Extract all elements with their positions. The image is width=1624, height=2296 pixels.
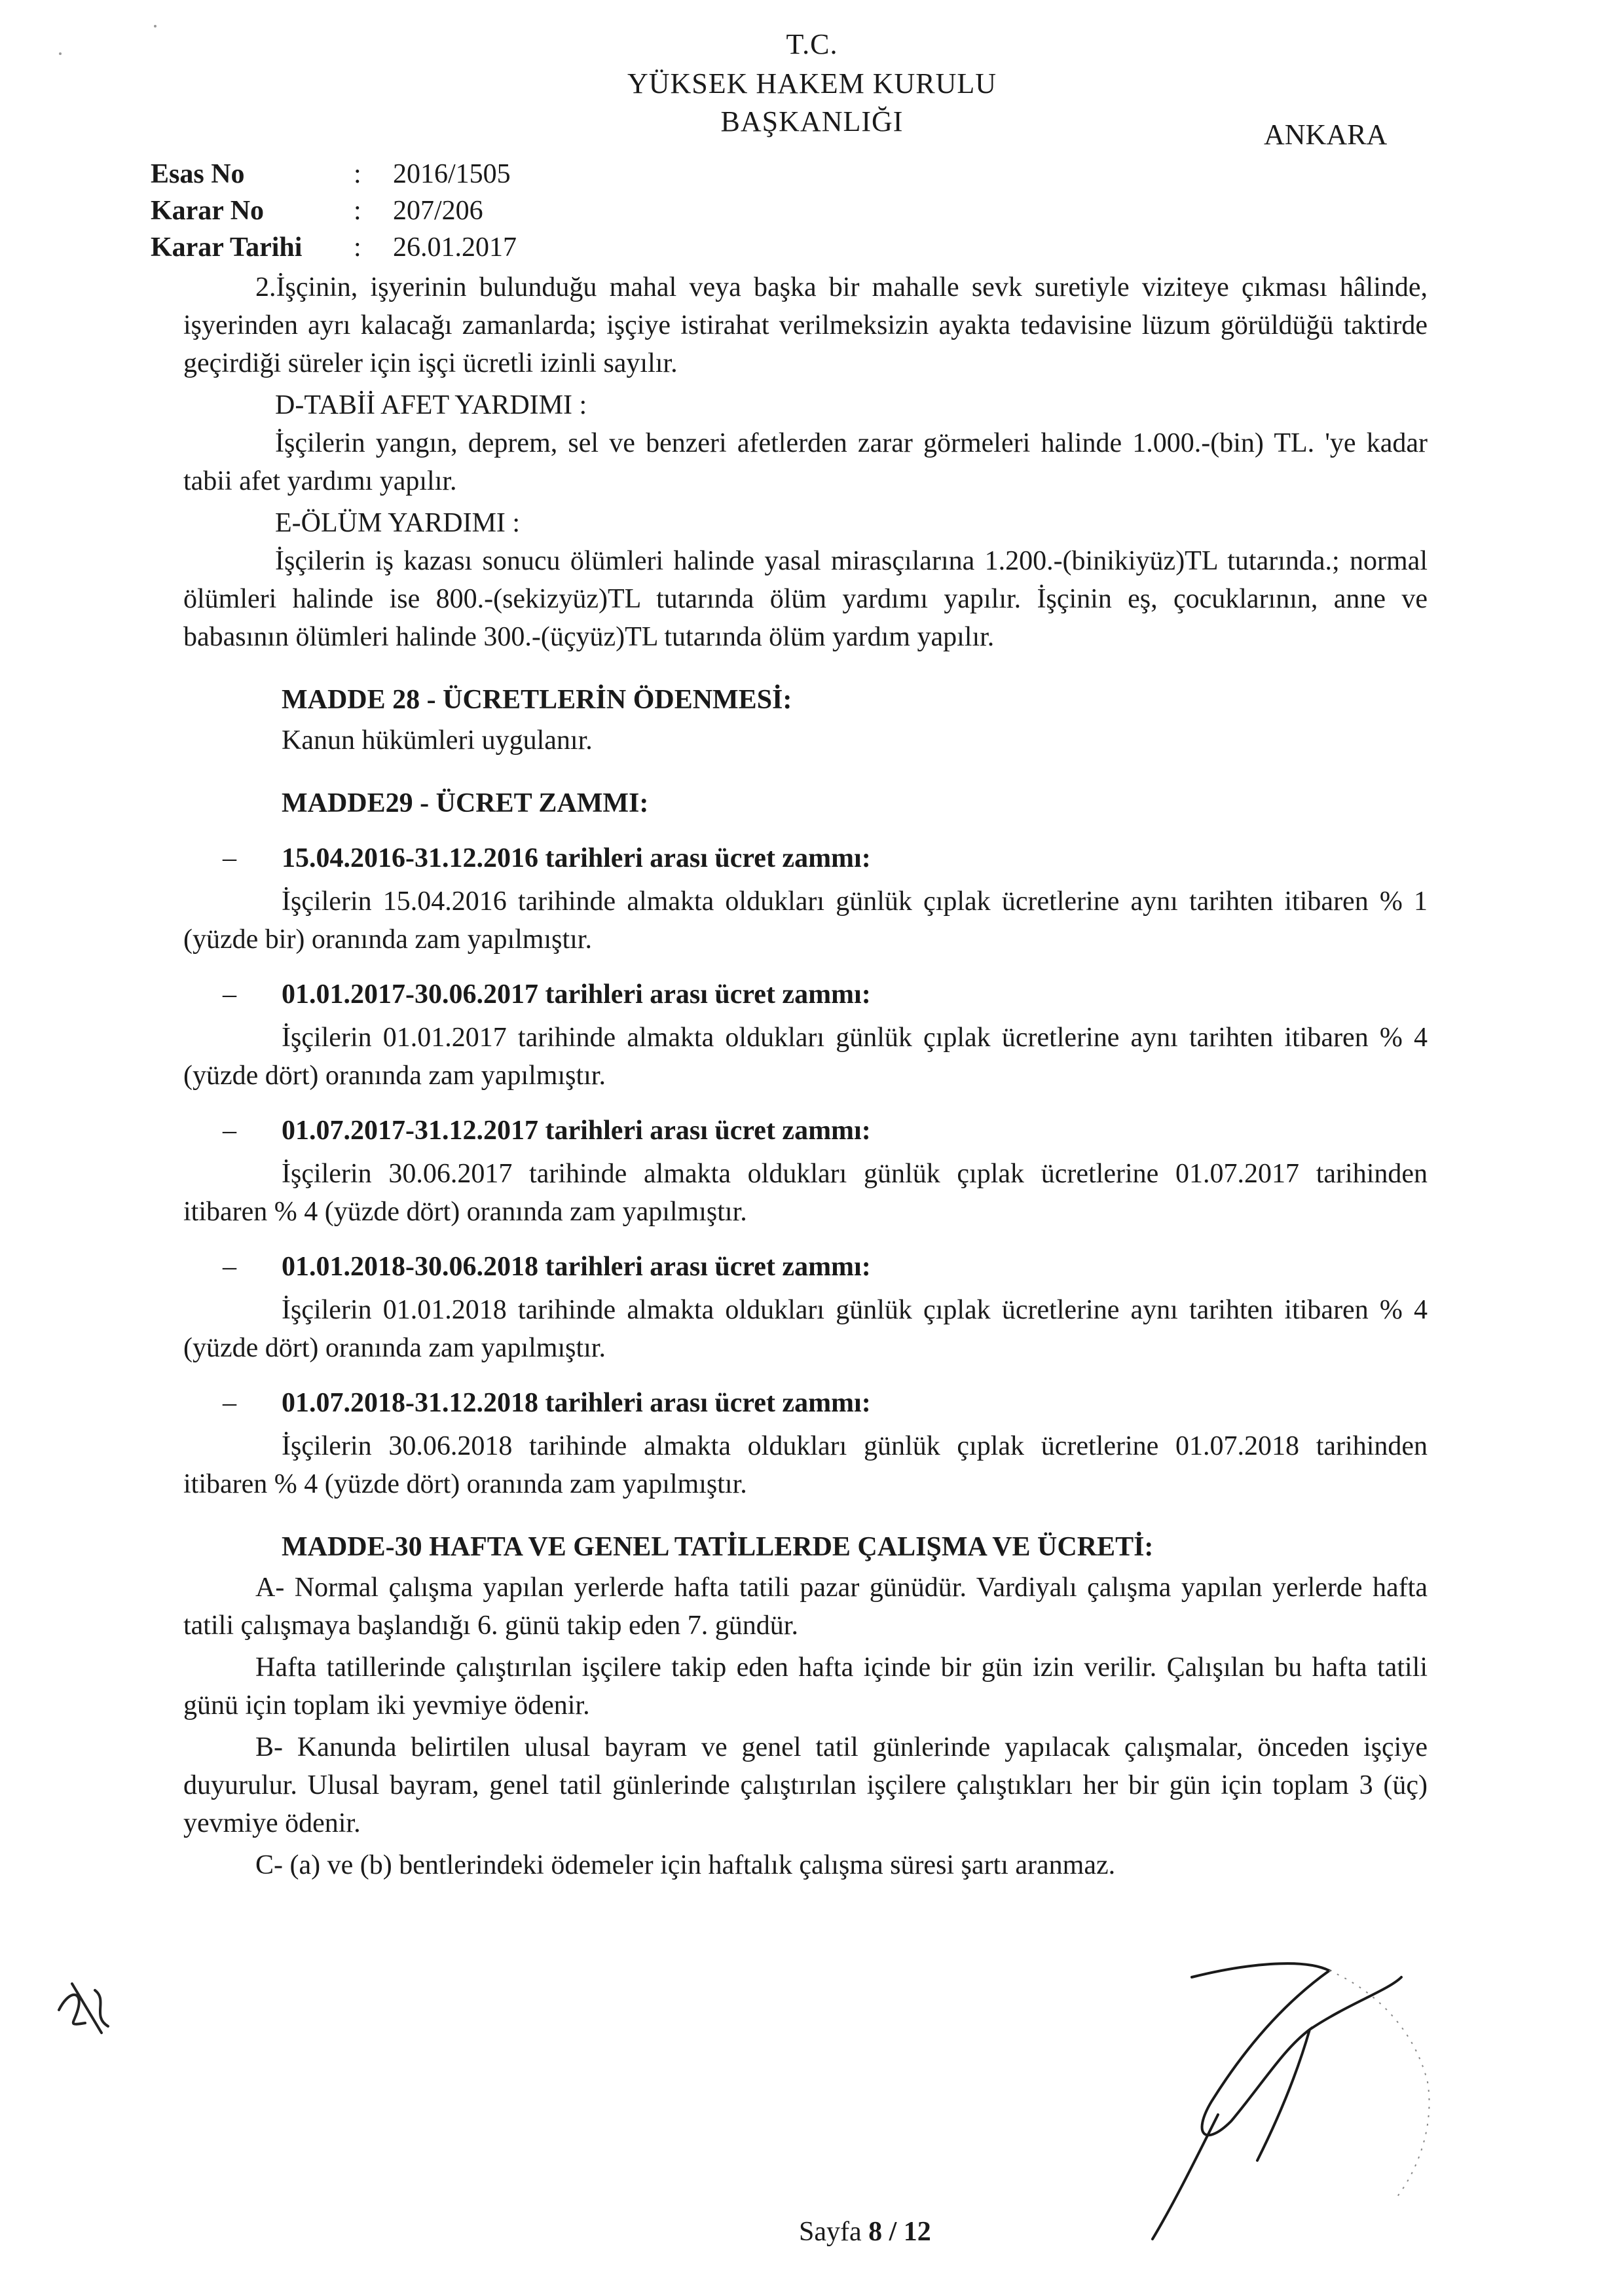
scan-speck — [154, 25, 157, 27]
section-d-title: D-TABİİ AFET YARDIMI : — [275, 390, 587, 420]
wage-clause-title — [223, 1384, 1428, 1422]
wage-clause-title — [223, 839, 1428, 877]
scan-speck — [59, 52, 62, 55]
clause-title-text: 01.07.2018-31.12.2018 tarihleri arası ücret zammı: — [282, 1388, 871, 1418]
header-department: BAŞKANLIĞI — [720, 105, 904, 137]
article-29-title: MADDE29 - ÜCRET ZAMMI: — [282, 788, 649, 818]
header-country: T.C. — [786, 28, 838, 60]
wage-clause-body: İşçilerin 01.01.2017 tarihinde almakta oldukları günlük çıplak ücretlerine aynı tarihten itibaren % 4 (yüzde dört) oranında zam yapılmıştır. — [183, 1023, 1428, 1091]
article-30-title: MADDE-30 HAFTA VE GENEL TATİLLERDE ÇALIŞMA VE ÜCRETİ: — [282, 1532, 1154, 1562]
wage-clause-title — [223, 1112, 1428, 1150]
header-institution: YÜKSEK HAKEM KURULU — [627, 67, 997, 100]
article-30-c: C- (a) ve (b) bentlerindeki ödemeler için haftalık çalışma süresi şartı aranmaz. — [255, 1850, 1116, 1880]
meta-row-esas — [151, 156, 517, 192]
meta-value: 207/206 — [393, 196, 483, 226]
dash-bullet: – — [223, 979, 236, 1010]
meta-label: Karar Tarihi — [151, 232, 303, 263]
clause-title-text: 01.01.2018-30.06.2018 tarihleri arası ücret zammı: — [282, 1252, 871, 1282]
wage-clause-body: İşçilerin 01.01.2018 tarihinde almakta oldukları günlük çıplak ücretlerine aynı tarihten itibaren % 4 (yüzde dört) oranında zam yapılmıştır. — [183, 1295, 1428, 1363]
meta-value: 26.01.2017 — [393, 232, 517, 263]
meta-row-tarih — [151, 229, 517, 266]
meta-colon: : — [354, 196, 361, 226]
initials-icon — [46, 1964, 124, 2043]
clause-title-text: 01.01.2017-30.06.2017 tarihleri arası ücret zammı: — [282, 979, 871, 1010]
wage-clause-body: İşçilerin 30.06.2018 tarihinde almakta oldukları günlük çıplak ücretlerine 01.07.2018 tarihinden itibaren % 4 (yüzde dört) oranında zam yapılmıştır. — [183, 1431, 1428, 1499]
article-30-b: B- Kanunda belirtilen ulusal bayram ve genel tatil günlerinde yapılacak çalışmalar, önceden işçiye duyurulur. Ulusal bayram, genel tatil günlerinde çalıştırılan işçilere çalıştıkları her bir gün için toplam 3 (üç) yevmiye ödenir. — [183, 1732, 1428, 1838]
meta-value: 2016/1505 — [393, 159, 511, 189]
page-label: Sayfa — [799, 2217, 862, 2247]
wage-clause-body: İşçilerin 30.06.2017 tarihinde almakta oldukları günlük çıplak ücretlerine 01.07.2017 tarihinden itibaren % 4 (yüzde dört) oranında zam yapılmıştır. — [183, 1159, 1428, 1227]
meta-colon: : — [354, 159, 361, 189]
page-number: 8 / 12 — [868, 2217, 931, 2247]
article-30-a1: A- Normal çalışma yapılan yerlerde hafta tatili pazar günüdür. Vardiyalı çalışma yapılan yerlerde hafta tatili çalışmaya başlandığı 6. günü takip eden 7. gündür. — [183, 1573, 1428, 1641]
section-d-body: İşçilerin yangın, deprem, sel ve benzeri afetlerden zarar görmeleri halinde 1.000.-(bin) TL. 'ye kadar tabii afet yardımı yapılır. — [183, 428, 1428, 496]
document-body — [183, 268, 1428, 1888]
signature-icon — [1113, 1951, 1454, 2252]
page-footer — [799, 2216, 931, 2248]
article-28-title: MADDE 28 - ÜCRETLERİN ÖDENMESİ: — [282, 685, 792, 715]
article-28-body: Kanun hükümleri uygulanır. — [282, 725, 593, 756]
intro-paragraph: 2.İşçinin, işyerinin bulunduğu mahal veya başka bir mahalle sevk suretiyle viziteye çıkması hâlinde, işyerinden ayrı kalacağı zamanlarda; işçiye istirahat verilmeksizin ayakta tedavisine lüzum görüldüğü taktirde geçirdiği süreler için işçi ücretli izinli sayılır. — [183, 272, 1428, 378]
dash-bullet: – — [223, 1252, 236, 1282]
wage-clause-title — [223, 1248, 1428, 1286]
section-e-body: İşçilerin iş kazası sonucu ölümleri halinde yasal mirasçılarına 1.200.-(binikiyüz)TL tutarında.; normal ölümleri halinde ise 800.-(sekizyüz)TL tutarında ölüm yardımı yapılır. İşçinin eş, çocuklarının, anne ve babasının ölümleri halinde 300.-(üçyüz)TL tutarında ölüm yardım yapılır. — [183, 546, 1428, 652]
clause-title-text: 01.07.2017-31.12.2017 tarihleri arası ücret zammı: — [282, 1116, 871, 1146]
dash-bullet: – — [223, 843, 236, 873]
article-30-a2: Hafta tatillerinde çalıştırılan işçilere takip eden hafta içinde bir gün izin verilir. Çalışılan bu hafta tatili günü için toplam iki yevmiye ödenir. — [183, 1652, 1428, 1721]
meta-label: Esas No — [151, 159, 245, 189]
case-metadata — [151, 156, 517, 266]
clause-title-text: 15.04.2016-31.12.2016 tarihleri arası ücret zammı: — [282, 843, 871, 873]
meta-colon: : — [354, 232, 361, 263]
meta-row-karar — [151, 192, 517, 229]
wage-clause-title — [223, 975, 1428, 1013]
section-e-title: E-ÖLÜM YARDIMI : — [275, 508, 521, 538]
dash-bullet: – — [223, 1388, 236, 1418]
header-city: ANKARA — [1264, 118, 1388, 151]
meta-label: Karar No — [151, 196, 265, 226]
wage-clause-body: İşçilerin 15.04.2016 tarihinde almakta oldukları günlük çıplak ücretlerine aynı tarihten itibaren % 1 (yüzde bir) oranında zam yapılmıştır. — [183, 886, 1428, 955]
dash-bullet: – — [223, 1116, 236, 1146]
